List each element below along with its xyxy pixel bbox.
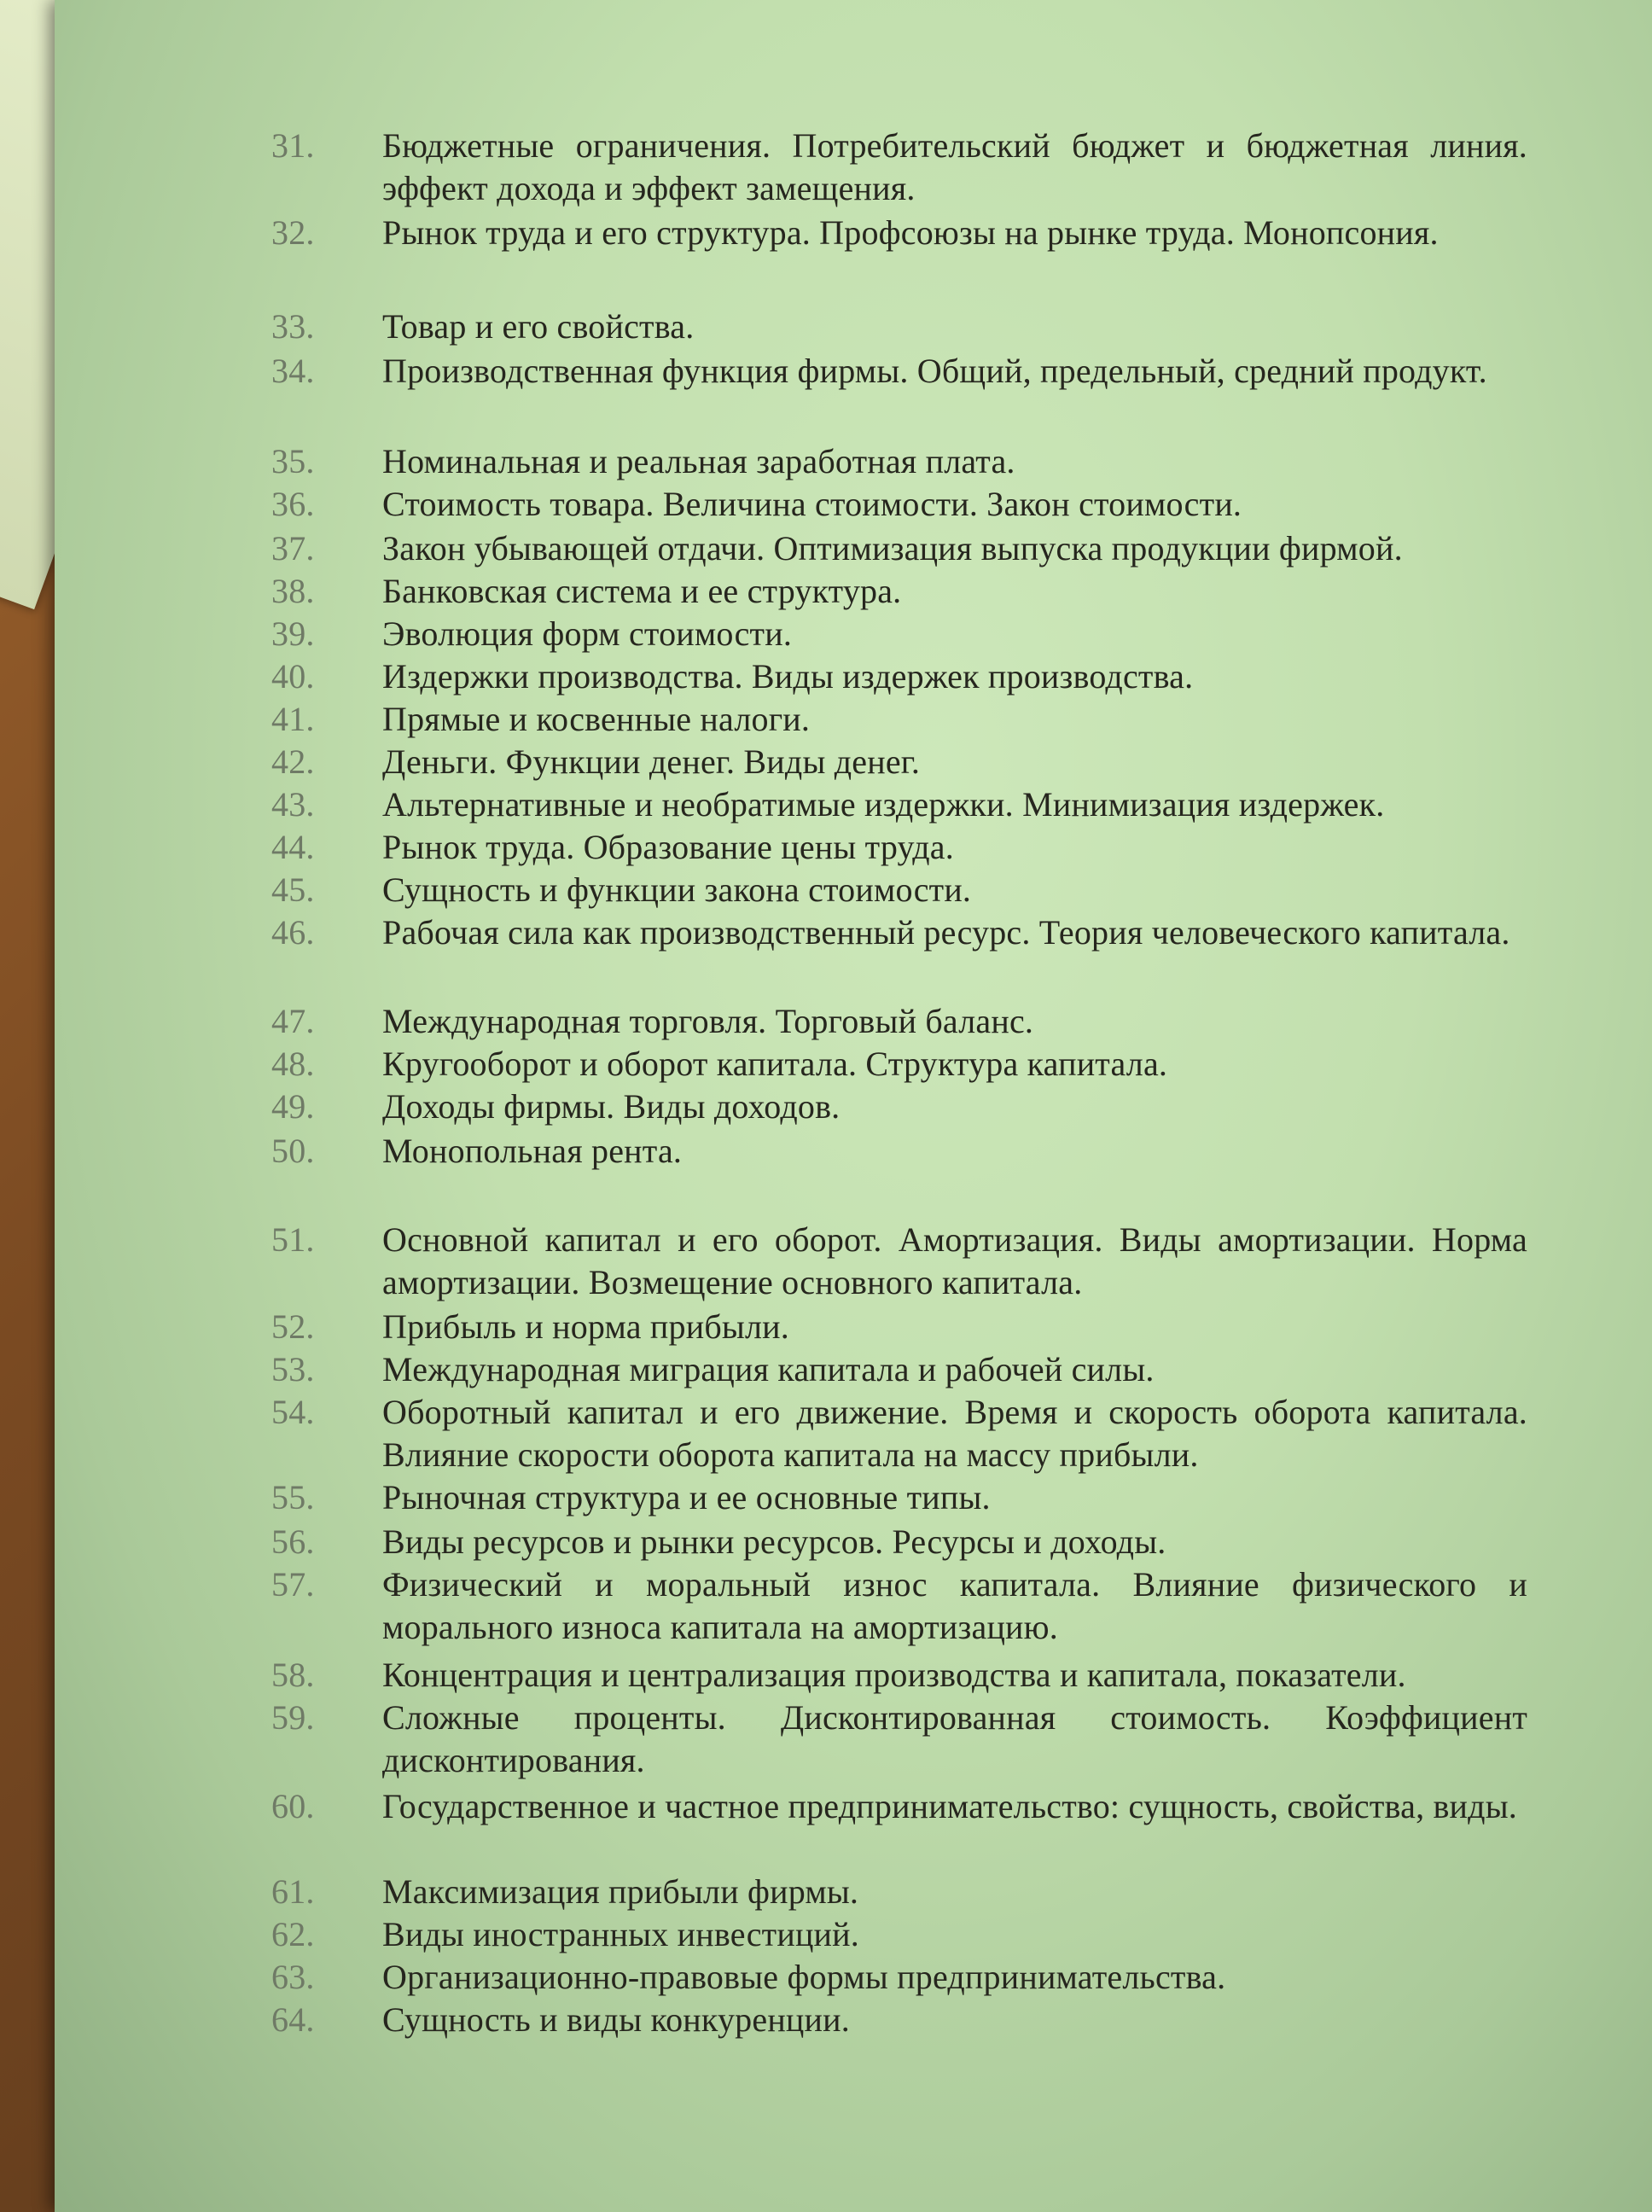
item-number: 43. <box>271 785 315 824</box>
item-text: Эволюция форм стоимости. <box>382 614 793 653</box>
item-text: Деньги. Функции денег. Виды денег. <box>382 742 921 781</box>
list-item <box>271 826 1527 869</box>
item-text: Концентрация и централизация производства и капитала, показатели. <box>382 1656 1406 1694</box>
list-item <box>271 1697 1527 1782</box>
list-item <box>271 869 1527 911</box>
item-number: 63. <box>271 1958 315 1996</box>
item-number: 59. <box>271 1698 315 1737</box>
item-text: Организационно-правовые формы предпринимательства. <box>382 1958 1226 1996</box>
item-number: 46. <box>271 913 315 952</box>
item-number: 31. <box>271 126 315 165</box>
item-text: Максимизация прибыли фирмы. <box>382 1872 859 1911</box>
item-text: Доходы фирмы. Виды доходов. <box>382 1087 841 1126</box>
item-text: Международная миграция капитала и рабочей силы. <box>382 1350 1155 1388</box>
item-number: 41. <box>271 700 315 738</box>
item-text: Монопольная рента. <box>382 1132 683 1170</box>
list-item <box>271 1956 1527 1999</box>
item-text: Кругооборот и оборот капитала. Структура капитала. <box>382 1045 1168 1083</box>
item-text: Рыночная структура и ее основные типы. <box>382 1478 991 1516</box>
item-number: 60. <box>271 1787 315 1825</box>
list-item <box>271 1306 1527 1348</box>
list-item <box>271 1654 1527 1697</box>
list-item <box>271 911 1527 954</box>
list-item <box>271 1563 1527 1649</box>
item-number: 35. <box>271 442 315 480</box>
list-item <box>271 440 1527 483</box>
item-number: 52. <box>271 1307 315 1346</box>
item-text: Прибыль и норма прибыли. <box>382 1307 789 1346</box>
list-item <box>271 655 1527 698</box>
list-item <box>271 1219 1527 1304</box>
item-number: 55. <box>271 1478 315 1516</box>
list-item <box>271 1130 1527 1173</box>
list-item <box>271 1871 1527 1913</box>
list-item <box>271 570 1527 613</box>
item-number: 40. <box>271 657 315 696</box>
item-number: 37. <box>271 529 315 568</box>
item-text: Рынок труда. Образование цены труда. <box>382 828 954 866</box>
item-number: 34. <box>271 352 315 390</box>
item-text: Государственное и частное предпринимательство: сущность, свойства, виды. <box>382 1787 1517 1825</box>
list-item <box>271 527 1527 570</box>
list-item <box>271 698 1527 741</box>
item-number: 44. <box>271 828 315 866</box>
list-item <box>271 1999 1527 2041</box>
item-number: 53. <box>271 1350 315 1388</box>
item-text: Издержки производства. Виды издержек производства. <box>382 657 1194 696</box>
item-number: 49. <box>271 1087 315 1126</box>
list-item <box>271 1785 1527 1828</box>
list-item <box>271 212 1527 254</box>
list-item <box>271 783 1527 826</box>
list-item <box>271 306 1527 348</box>
list-item <box>271 613 1527 655</box>
item-text: Банковская система и ее структура. <box>382 572 902 610</box>
list-item <box>271 1086 1527 1128</box>
item-number: 51. <box>271 1220 315 1259</box>
item-number: 47. <box>271 1002 315 1040</box>
item-number: 45. <box>271 870 315 909</box>
item-text: Номинальная и реальная заработная плата. <box>382 442 1015 480</box>
list-item <box>271 1000 1527 1043</box>
item-number: 61. <box>271 1872 315 1911</box>
list-item <box>271 350 1527 393</box>
list-item <box>271 1391 1527 1476</box>
item-number: 57. <box>271 1565 315 1604</box>
list-item <box>271 1913 1527 1956</box>
item-number: 50. <box>271 1132 315 1170</box>
item-text: Стоимость товара. Величина стоимости. Закон стоимости. <box>382 485 1242 523</box>
list-item <box>271 483 1527 526</box>
item-text: Альтернативные и необратимые издержки. Минимизация издержек. <box>382 785 1385 824</box>
item-text: Сущность и виды конкуренции. <box>382 2000 850 2039</box>
item-number: 32. <box>271 213 315 252</box>
item-number: 42. <box>271 742 315 781</box>
list-item <box>271 1043 1527 1086</box>
item-number: 62. <box>271 1915 315 1953</box>
item-number: 58. <box>271 1656 315 1694</box>
item-number: 38. <box>271 572 315 610</box>
item-number: 36. <box>271 485 315 523</box>
item-text: Виды ресурсов и рынки ресурсов. Ресурсы и доходы. <box>382 1522 1166 1561</box>
item-number: 48. <box>271 1045 315 1083</box>
item-text: Сущность и функции закона стоимости. <box>382 870 972 909</box>
item-text: Оборотный капитал и его движение. Время и скорость оборота капитала. Влияние скорости оборота капитала на массу прибыли. <box>382 1393 1527 1474</box>
list-item <box>271 1476 1527 1519</box>
list-item <box>271 1521 1527 1563</box>
item-number: 39. <box>271 614 315 653</box>
item-text: Рынок труда и его структура. Профсоюзы на рынке труда. Монопсония. <box>382 213 1439 252</box>
item-number: 56. <box>271 1522 315 1561</box>
list-item <box>271 1348 1527 1391</box>
item-text: Виды иностранных инвестиций. <box>382 1915 859 1953</box>
item-text: Товар и его свойства. <box>382 307 695 346</box>
item-number: 33. <box>271 307 315 346</box>
item-text: Сложные проценты. Дисконтированная стоимость. Коэффициент дисконтирования. <box>382 1698 1527 1779</box>
list-item <box>271 125 1527 210</box>
item-text: Закон убывающей отдачи. Оптимизация выпуска продукции фирмой. <box>382 529 1403 568</box>
item-text: Основной капитал и его оборот. Амортизация. Виды амортизации. Норма амортизации. Возмещение основного капитала. <box>382 1220 1527 1301</box>
item-text: Производственная функция фирмы. Общий, предельный, средний продукт. <box>382 352 1487 390</box>
item-text: Международная торговля. Торговый баланс. <box>382 1002 1034 1040</box>
item-text: Рабочая сила как производственный ресурс. Теория человеческого капитала. <box>382 913 1510 952</box>
item-text: Физический и моральный износ капитала. Влияние физического и морального износа капитала на амортизацию. <box>382 1565 1527 1646</box>
list-item <box>271 741 1527 783</box>
item-text: Прямые и косвенные налоги. <box>382 700 811 738</box>
item-number: 64. <box>271 2000 315 2039</box>
item-number: 54. <box>271 1393 315 1431</box>
item-text: Бюджетные ограничения. Потребительский бюджет и бюджетная линия. эффект дохода и эффект замещения. <box>382 126 1527 207</box>
